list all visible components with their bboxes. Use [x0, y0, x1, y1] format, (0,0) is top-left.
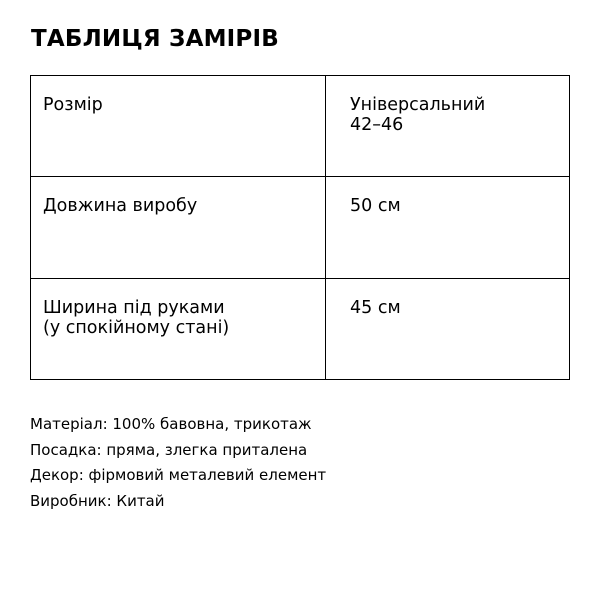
size-label: Розмір: [43, 95, 103, 115]
row-label-cell: [31, 177, 326, 278]
length-label: Довжина виробу: [43, 196, 198, 217]
manufacturer-detail: Виробник: Китай: [30, 491, 165, 510]
size-chart-table: [30, 75, 570, 380]
material-detail: Матеріал: 100% бавовна, трикотаж: [30, 415, 312, 433]
product-details-list: [30, 412, 326, 514]
chest-width-label: Ширина під руками (у спокійному стані): [43, 297, 230, 338]
fit-detail: Посадка: пряма, злегка приталена: [30, 440, 308, 459]
row-label-cell: [31, 278, 326, 379]
table-row: [31, 76, 570, 177]
row-value-cell: [326, 76, 570, 177]
size-value: Універсальний 42–46: [350, 95, 486, 135]
row-value-cell: [326, 177, 570, 278]
table-row: [31, 278, 570, 379]
chest-width-value: 45 см: [350, 297, 401, 318]
decor-detail: Декор: фірмовий металевий елемент: [30, 466, 327, 484]
row-label-cell: [31, 76, 326, 177]
page-title: ТАБЛИЦЯ ЗАМІРІВ: [31, 26, 279, 52]
length-value: 50 см: [350, 196, 401, 217]
table-row: [31, 177, 570, 278]
row-value-cell: [326, 278, 570, 379]
